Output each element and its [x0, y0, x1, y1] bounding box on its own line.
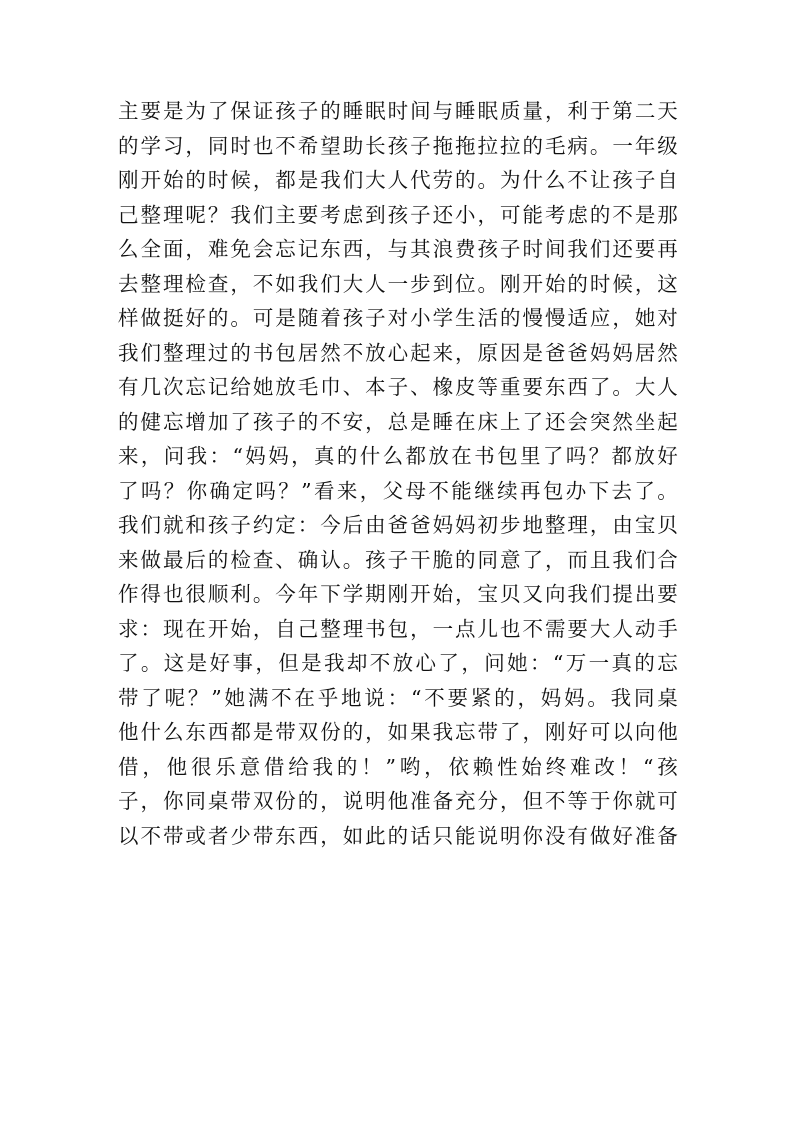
text-line: 刚开始的时候，都是我们大人代劳的。为什么不让孩子自 [118, 168, 678, 192]
text-line: 以不带或者少带东西，如此的话只能说明你没有做好准备 [118, 823, 678, 848]
text-line: 己整理呢？我们主要考虑到孩子还小，可能考虑的不是那 [118, 202, 678, 227]
text-line: 的学习，同时也不希望助长孩子拖拖拉拉的毛病。一年级 [118, 133, 678, 158]
text-line: 子，你同桌带双份的，说明他准备充分，但不等于你就可 [118, 789, 678, 813]
text-line: 的健忘增加了孩子的不安，总是睡在床上了还会突然坐起 [118, 409, 678, 434]
text-line: 样做挺好的。可是随着孩子对小学生活的慢慢适应，她对 [118, 306, 678, 330]
text-line: 么全面，难免会忘记东西，与其浪费孩子时间我们还要再 [118, 237, 678, 261]
text-line: 来，问我：“妈妈，真的什么都放在书包里了吗？都放好 [118, 444, 678, 468]
text-line: 借，他很乐意借给我的！”哟，依赖性始终难改！“孩 [118, 754, 678, 779]
text-line: 我们整理过的书包居然不放心起来，原因是爸爸妈妈居然 [118, 340, 678, 365]
text-line: 作得也很顺利。今年下学期刚开始，宝贝又向我们提出要 [118, 582, 678, 606]
body-text [118, 94, 678, 853]
text-line: 带了呢？”她满不在乎地说：“不要紧的，妈妈。我同桌 [118, 685, 678, 710]
text-line: 他什么东西都是带双份的，如果我忘带了，刚好可以向他 [118, 720, 678, 744]
text-line: 我们就和孩子约定：今后由爸爸妈妈初步地整理，由宝贝 [118, 513, 678, 537]
text-line: 了。这是好事，但是我却不放心了，问她：“万一真的忘 [118, 651, 678, 675]
text-line: 来做最后的检查、确认。孩子干脆的同意了，而且我们合 [118, 547, 678, 572]
text-line: 有几次忘记给她放毛巾、本子、橡皮等重要东西了。大人 [118, 375, 678, 399]
text-line: 求：现在开始，自己整理书包，一点儿也不需要大人动手 [118, 616, 678, 641]
text-line: 了吗？你确定吗？”看来，父母不能继续再包办下去了。 [118, 478, 678, 503]
text-line: 主要是为了保证孩子的睡眠时间与睡眠质量，利于第二天 [118, 99, 678, 123]
text-line: 去整理检查，不如我们大人一步到位。刚开始的时候，这 [118, 271, 678, 296]
